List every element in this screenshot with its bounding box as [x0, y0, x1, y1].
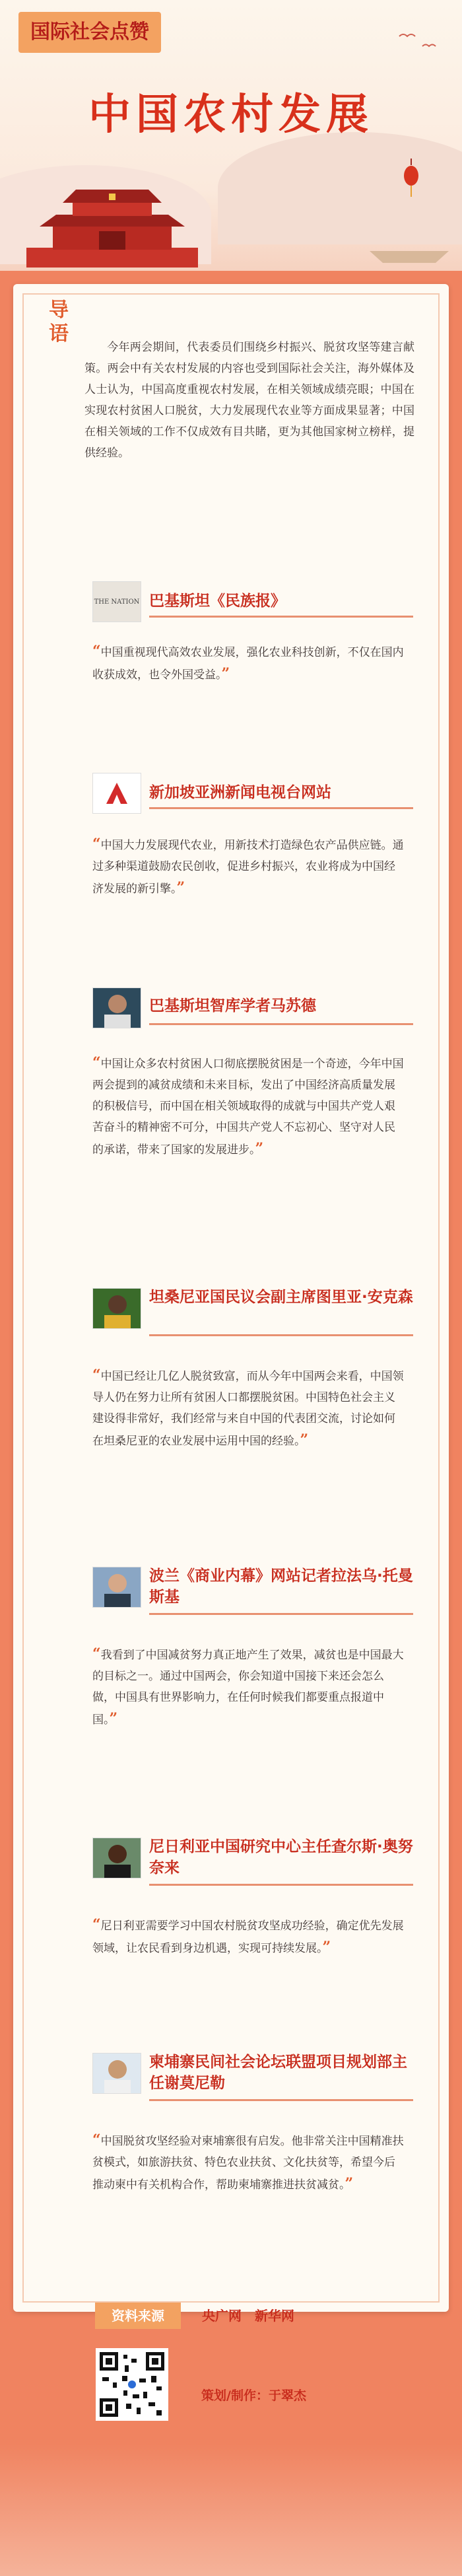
- person-photo: [93, 1289, 141, 1329]
- header-banner: [0, 0, 462, 271]
- intro-label: 导语: [49, 299, 69, 345]
- avatar: [92, 1838, 141, 1878]
- person-photo: [93, 1567, 141, 1608]
- person-name: 尼日利亚中国研究中心主任查尔斯·奥努奈来: [149, 1838, 413, 1877]
- avatar: [92, 1288, 141, 1329]
- person-name: 巴基斯坦智库学者马苏德: [149, 997, 316, 1015]
- quote-body: 中国已经让几亿人脱贫致富，而从今年中国两会来看，中国领导人仍在努力让所有贫困人口都摆脱贫困。中国特色社会主义建设得非常好，我们经常与来自中国的代表团交流，讨论如何在坦桑尼亚的农业发展中运用中国的经验。: [92, 1370, 404, 1448]
- person-name: 柬埔寨民间社会论坛联盟项目规划部主任谢莫尼勒: [149, 2054, 407, 2092]
- person-photo: [93, 988, 141, 1028]
- quote-body: 中国重视现代高效农业发展，强化农业科技创新，不仅在国内收获成效，也令外国受益。: [92, 646, 404, 682]
- person-photo: [93, 2054, 141, 2094]
- mountain-decoration: [218, 132, 462, 244]
- footer-background: [0, 2444, 462, 2576]
- title-underline: [149, 2099, 413, 2101]
- title-underline: [149, 1334, 413, 1336]
- title-underline: [149, 1613, 413, 1615]
- person-name: 巴基斯坦《民族报》: [149, 592, 286, 610]
- quote-body: 尼日利亚需要学习中国农村脱贫攻坚成功经验，确定优先发展领域，让农民看到身边机遇，实现可持续发展。: [92, 1919, 404, 1955]
- avatar: [92, 581, 141, 622]
- avatar: [92, 2053, 141, 2094]
- avatar: [92, 987, 141, 1028]
- credit-text: 策划/制作：于翠杰: [201, 2388, 306, 2403]
- quote-text: “中国重视现代高效农业发展，强化农业科技创新，不仅在国内收获成效，也令外国受益。”: [92, 643, 404, 682]
- avatar: [92, 773, 141, 814]
- source-label: 资料来源: [95, 2303, 181, 2329]
- quote-text: “中国让众多农村贫困人口彻底摆脱贫困是一个奇迹，今年中国两会提到的减贫成绩和未来目标，发出了中国经济高质量发展的积极信号，而中国在相关领域取得的成就与中国共产党人艰苦奋斗的精神密不可分，中国共产党人不忘初心、坚守对人民的承诺，带来了国家的发展进步。”: [92, 1054, 404, 1157]
- avatar: [92, 1567, 141, 1608]
- person-photo: [93, 1838, 141, 1878]
- page-title: 中国农村发展: [88, 90, 374, 139]
- person-name: 波兰《商业内幕》网站记者拉法乌·托曼斯基: [149, 1567, 413, 1606]
- quote-text: “中国脱贫攻坚经验对柬埔寨很有启发。他非常关注中国精准扶贫模式，如旅游扶贫、特色农业扶贫、文化扶贫等，希望今后推动柬中有关机构合作，帮助柬埔寨推进扶贫减贫。”: [92, 2131, 404, 2192]
- quote-body: 中国脱贫攻坚经验对柬埔寨很有启发。他非常关注中国精准扶贫模式，如旅游扶贫、特色农业扶贫、文化扶贫等，希望今后推动柬中有关机构合作，帮助柬埔寨推进扶贫减贫。: [92, 2135, 404, 2192]
- gate-tower-illustration: [26, 168, 198, 268]
- qr-code[interactable]: [96, 2348, 168, 2421]
- category-tag: 国际社会点赞: [18, 12, 161, 53]
- boat-illustration: [370, 244, 449, 264]
- person-name: 新加坡亚洲新闻电视台网站: [149, 784, 331, 801]
- intro-paragraph: 今年两会期间，代表委员们围绕乡村振兴、脱贫攻坚等建言献策。两会中有关农村发展的内容也受到国际社会关注，海外媒体及人士认为，中国高度重视农村发展，在相关领域成绩亮眼；中国在实现农村贫困人口脱贫，大力发展现代农业等方面成果显著；中国在相关领域的工作不仅成效有目共睹，更为其他国家树立榜样，提供经验。: [84, 341, 414, 460]
- lantern-icon: [403, 159, 420, 198]
- quote-body: 我看到了中国减贫努力真正地产生了效果，减贫也是中国最大的目标之一。通过中国两会，你会知道中国接下来还会怎么做，中国具有世界影响力，在任何时候我们都要重点报道中国。: [92, 1649, 404, 1727]
- source-row: [95, 2303, 425, 2329]
- cna-logo-icon: [104, 780, 130, 806]
- quote-body: 中国让众多农村贫困人口彻底摆脱贫困是一个奇迹，今年中国两会提到的减贫成绩和未来目标，发出了中国经济高质量发展的积极信号，而中国在相关领域取得的成就与中国共产党人艰苦奋斗的精神密不可分，中国共产党人不忘初心、坚守对人民的承诺，带来了国家的发展进步。: [92, 1057, 404, 1157]
- quote-body: 中国大力发展现代农业，用新技术打造绿色农产品供应链。通过多种渠道鼓励农民创收，促进乡村振兴，农业将成为中国经济发展的新引擎。: [92, 839, 404, 896]
- birds-decoration: [396, 26, 449, 53]
- title-underline: [149, 807, 413, 809]
- source-text[interactable]: 央广网 新华网: [202, 2308, 294, 2324]
- quote-text: “中国已经让几亿人脱贫致富，而从今年中国两会来看，中国领导人仍在努力让所有贫困人口都摆脱贫困。中国特色社会主义建设得非常好，我们经常与来自中国的代表团交流，讨论如何在坦桑尼亚的农业发展中运用中国的经验。”: [92, 1367, 404, 1449]
- quote-text: “我看到了中国减贫努力真正地产生了效果，减贫也是中国最大的目标之一。通过中国两会，你会知道中国接下来还会怎么做，中国具有世界影响力，在任何时候我们都要重点报道中国。”: [92, 1645, 404, 1727]
- qr-code-icon: [100, 2352, 164, 2417]
- title-underline: [149, 1884, 413, 1886]
- logo-the-nation: THE NATION: [94, 598, 140, 606]
- person-name: 坦桑尼亚国民议会副主席图里亚·安克森: [149, 1289, 413, 1306]
- quote-text: “中国大力发展现代农业，用新技术打造绿色农产品供应链。通过多种渠道鼓励农民创收，促进乡村振兴，农业将成为中国经济发展的新引擎。”: [92, 836, 404, 896]
- intro-text: [84, 337, 414, 464]
- title-underline: [149, 1023, 413, 1025]
- quote-text: “尼日利亚需要学习中国农村脱贫攻坚成功经验，确定优先发展领域，让农民看到身边机遇，实现可持续发展。”: [92, 1916, 404, 1956]
- title-underline: [149, 616, 413, 618]
